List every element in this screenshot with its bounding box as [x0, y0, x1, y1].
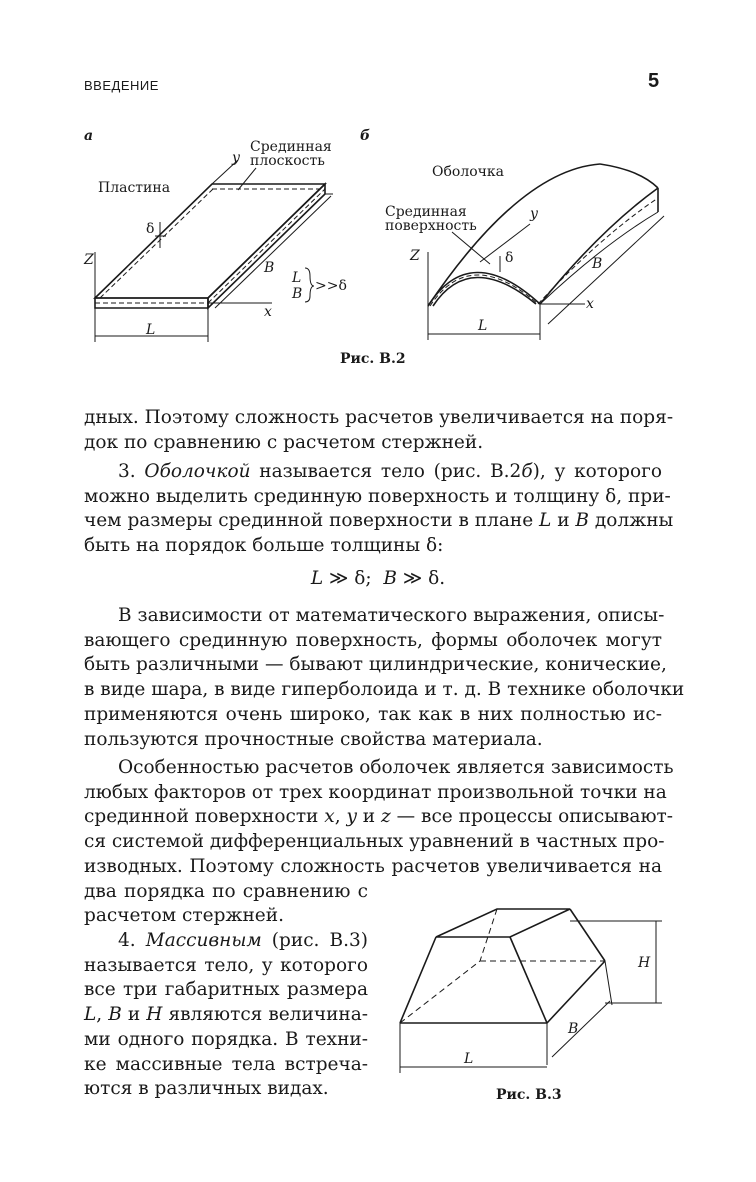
- text-figure-b2-panel-b-dim-l: L: [478, 318, 488, 334]
- figure-b2-caption: Рис. В.2: [340, 351, 406, 367]
- text-paragraph4-l6: два порядка по сравнению с: [84, 880, 368, 902]
- shell-front-arch-inner: [433, 277, 536, 306]
- text-paragraph3-4: применяются очень широко, так как в них полностью ис-: [84, 703, 662, 725]
- text-figure-b2-panel-b-dim-b: B: [592, 256, 603, 272]
- text-paragraph2-l3-b: и: [551, 510, 576, 532]
- drawing-stroke-46: [480, 909, 497, 961]
- text-paragraph5-l1-b: (рис. В.3): [261, 930, 368, 951]
- text-paragraph4-l3-a: срединной поверхности: [84, 806, 325, 828]
- text-figure-b2-panel-a-label-plate: Пластина: [98, 180, 171, 196]
- figure-b2: [0, 0, 756, 400]
- text-paragraph2-l3-c: должны: [589, 510, 674, 532]
- drawing-stroke-39: [400, 909, 662, 1073]
- text-figure-b2-panel-b-axis-y: y: [530, 206, 538, 222]
- text-paragraph2-l1-a: 3.: [118, 461, 145, 482]
- text-figure-b2-panel-a-dim-b: B: [264, 260, 275, 276]
- text-paragraph5-l6: ке массивные тела встреча-: [84, 1053, 368, 1075]
- ratio-brace: [305, 268, 314, 302]
- text-figure-b3-dim-b: B: [568, 1021, 579, 1037]
- text-figure-b3-dim-l: L: [464, 1051, 474, 1067]
- text-figure-b2-panel-a-label-midplane-0: Срединная: [250, 139, 332, 155]
- shell-top-back: [600, 164, 658, 188]
- text-figure-b2-panel-a-label-midplane-1: плоскость: [250, 153, 325, 169]
- text-paragraph5-l3: все три габаритных размера: [84, 979, 368, 1001]
- panel-a-letter: а: [84, 128, 94, 144]
- midsurface-leader: [452, 232, 490, 264]
- text-paragraph2-l2: можно выделить срединную поверхность и толщину δ, при-: [84, 485, 671, 507]
- drawing-stroke-42: [510, 937, 547, 1023]
- panel-b-letter: б: [360, 128, 371, 144]
- text-paragraph2-l3-B: B: [575, 510, 590, 532]
- text-paragraph5-l4-and: и: [121, 1004, 147, 1026]
- text-formula-rel1: ≫ δ;: [323, 568, 384, 589]
- text-figure-b2-panel-a-axis-z: Z: [84, 252, 94, 268]
- text-figure-b2-panel-a-dim-delta: δ: [146, 221, 155, 237]
- text-paragraph2-l4: быть на порядок больше толщины δ:: [84, 535, 444, 557]
- text-paragraph5-l5: ми одного порядка. В техни-: [84, 1028, 368, 1050]
- text-figure-b3-dim-h: H: [638, 955, 651, 971]
- running-header: ВВЕДЕНИЕ: [84, 78, 159, 93]
- paragraph-2: [84, 460, 674, 559]
- text-paragraph4-l3-z: z: [381, 806, 391, 828]
- text-paragraph2-l1-b: называется тело (рис. В.2: [250, 461, 522, 482]
- paragraph-5: [84, 929, 368, 1102]
- text-paragraph2-l3-L: L: [539, 510, 552, 532]
- text-figure-b2-panel-a-axis-y: y: [232, 150, 240, 166]
- text-paragraph3-0: В зависимости от математического выражения, описы-: [118, 605, 665, 626]
- text-figure-b2-panel-a-axis-x: x: [264, 304, 272, 320]
- drawing-stroke-43: [570, 909, 605, 961]
- frustum-top: [436, 909, 570, 937]
- figure-b3: [380, 895, 680, 1115]
- text-paragraph2-l3-a: чем размеры срединной поверхности в плане: [84, 510, 540, 532]
- text-figure-b2-panel-b-label-midsurface-1: поверхность: [385, 218, 477, 234]
- text-paragraph4-l7: расчетом стержней.: [84, 905, 284, 927]
- text-paragraph5-l4-b: являются величина-: [162, 1004, 369, 1026]
- text-paragraph4-l3-b: — все процессы описывают-: [390, 806, 674, 828]
- shell-top-right: [540, 188, 658, 304]
- text-figure-b2-panel-a-ratio-rhs: >>δ: [315, 278, 347, 294]
- midplane-leader: [238, 168, 256, 190]
- text-paragraph3-5: пользуются прочностные свойства материала.: [84, 728, 543, 750]
- text-figure-b2-panel-a-ratio-b: B: [292, 286, 303, 302]
- text-paragraph4-l2: любых факторов от трех координат произвольной точки на: [84, 781, 667, 803]
- text-paragraph3-2: быть различными — бывают цилиндрические, конические,: [84, 654, 667, 676]
- paragraph-1: [84, 406, 674, 455]
- text-paragraph5-l4-L: L: [84, 1004, 97, 1026]
- drawing-stroke-29: [538, 198, 658, 304]
- text-paragraph2-l1-italic2: б: [521, 461, 533, 482]
- text-paragraph1-0: дных. Поэтому сложность расчетов увеличивается на поря-: [84, 407, 674, 428]
- text-paragraph4-l4: ся системой дифференциальных уравнений в частных про-: [84, 831, 665, 853]
- text-paragraph5-l2: называется тело, у которого: [84, 954, 368, 976]
- text-paragraph4-l3-c1: ,: [334, 806, 347, 828]
- text-figure-b2-panel-b-axis-x: x: [586, 296, 594, 312]
- formula: [0, 568, 756, 589]
- text-paragraph4-l5: изводных. Поэтому сложность расчетов увеличивается на: [84, 855, 662, 877]
- page-number: 5: [648, 70, 660, 92]
- text-figure-b2-panel-b-label-shell: Оболочка: [432, 164, 505, 180]
- text-paragraph4-l3-x: x: [324, 806, 335, 828]
- text-paragraph4-l1: Особенностью расчетов оболочек является зависимость: [118, 757, 674, 778]
- panel-a: [83, 128, 347, 342]
- figure-b3-caption: Рис. В.3: [496, 1087, 562, 1103]
- text-paragraph5-l7: ются в различных видах.: [84, 1078, 329, 1100]
- text-paragraph5-l4-B: B: [108, 1004, 122, 1026]
- paragraph-3: [84, 604, 685, 752]
- text-paragraph5-l4-H: H: [146, 1004, 163, 1026]
- text-paragraph5-l4-c: ,: [96, 1004, 109, 1026]
- text-paragraph3-1: вающего срединную поверхность, формы оболочек могут: [84, 629, 662, 651]
- text-formula-rel2: ≫ δ.: [397, 568, 446, 589]
- plate-midline-left: [100, 188, 214, 298]
- dim-b-line: [215, 196, 331, 308]
- drawing-stroke-41: [400, 937, 436, 1023]
- text-figure-b2-panel-b-label-midsurface-0: Срединная: [385, 204, 467, 220]
- plate-top: [95, 184, 325, 298]
- text-paragraph1-1: док по сравнению с расчетом стержней.: [84, 431, 484, 453]
- text-figure-b2-panel-b-axis-z: Z: [410, 248, 420, 264]
- text-paragraph4-l3-and: и: [356, 806, 382, 828]
- text-figure-b2-panel-a-ratio-l: L: [292, 270, 302, 286]
- text-paragraph5-l1-a: 4.: [118, 930, 146, 951]
- text-figure-b2-panel-b-dim-delta: δ: [505, 250, 514, 266]
- plate-midline-side: [208, 189, 325, 303]
- panel-b: [360, 128, 664, 340]
- text-paragraph5-l1-italic: Массивным: [145, 930, 262, 951]
- text-paragraph4-l3-y: y: [346, 806, 357, 828]
- text-paragraph3-3: в виде шара, в виде гиперболоида и т. д. В технике оболочки: [84, 679, 685, 701]
- text-paragraph2-l1-italic: Оболочкой: [144, 461, 251, 482]
- text-formula-B: B: [383, 568, 397, 589]
- text-figure-b2-panel-a-dim-l: L: [146, 322, 156, 338]
- drawing-stroke-47: [400, 961, 480, 1023]
- text-formula-L: L: [310, 568, 324, 589]
- text-paragraph2-l1-c: ), у которого: [532, 461, 662, 482]
- drawing-stroke-53: [605, 961, 612, 1005]
